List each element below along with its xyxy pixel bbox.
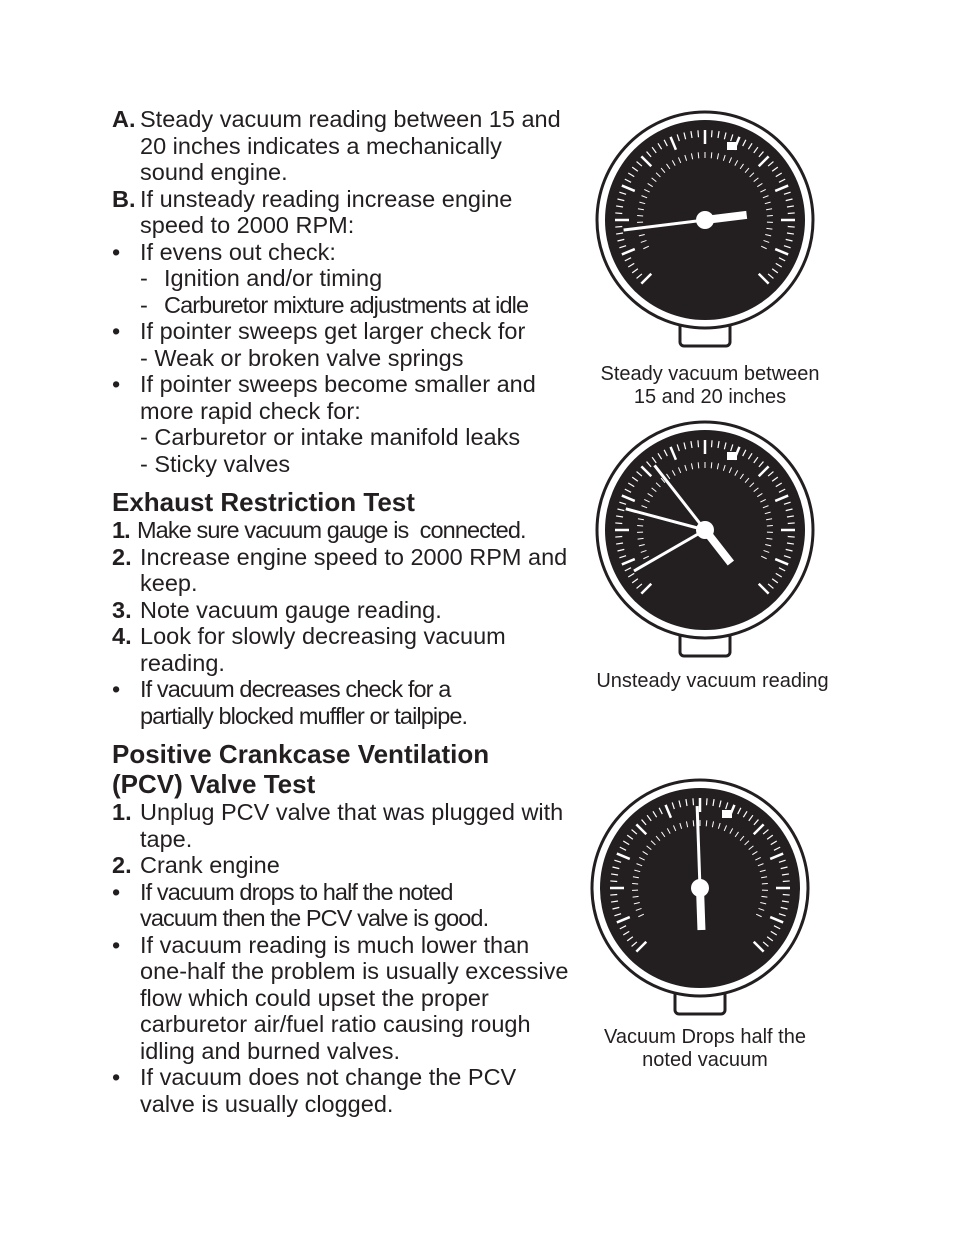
list-item — [112, 879, 572, 932]
gauge-tick — [712, 440, 713, 447]
gauge-tick — [615, 537, 622, 538]
list-item — [112, 544, 572, 597]
item-text: If vacuum does not change the PCV valve is usually clogged. — [140, 1064, 517, 1117]
vacuum-gauge-unsteady — [590, 418, 820, 668]
gauge-tick — [783, 881, 790, 882]
needle-hub — [696, 211, 714, 229]
list-item — [112, 517, 572, 544]
dash-marker: - — [140, 291, 147, 318]
caption-line: 15 and 20 inches — [633, 386, 787, 408]
gauge-tick — [712, 130, 713, 137]
list-item — [112, 799, 572, 852]
gauge-tick — [693, 820, 694, 826]
gauge-tick — [610, 881, 617, 882]
gauge-tick — [707, 798, 708, 805]
item-marker: 3. — [112, 596, 132, 623]
item-text: If vacuum reading is much lower than one-half the problem is usually excessive flow which could upset the proper carburetor air/fuel ratio causing rough idling and burned valves. — [140, 931, 569, 1064]
list-item — [112, 623, 572, 676]
item-text: If unsteady reading increase engine speed to 2000 RPM: — [140, 185, 513, 238]
gauge-tick — [615, 523, 622, 524]
gauge-tick — [698, 152, 699, 158]
list-item — [112, 318, 572, 345]
gauge-caption — [570, 670, 855, 693]
list-item — [112, 597, 572, 624]
item-text: If vacuum decreases check for a partially blocked muffler or tailpipe. — [140, 676, 468, 729]
item-marker: A. — [112, 106, 136, 132]
gauge-tick — [711, 462, 712, 468]
section-heading-line2: (PCV) Valve Test — [112, 769, 316, 799]
gauge-tick — [788, 213, 795, 214]
list-item — [112, 676, 572, 729]
bullet-marker: • — [112, 878, 120, 905]
item-text: Steady vacuum reading between 15 and 20 inches indicates a mechanically sound engine. — [140, 106, 561, 185]
gauge-tick — [788, 227, 795, 228]
section-heading: Exhaust Restriction Test — [112, 487, 415, 517]
item-text: - Carburetor or intake manifold leaks — [140, 424, 521, 450]
gauge-tick — [788, 537, 795, 538]
gauge-tick — [698, 440, 699, 447]
vacuum-gauge-drop — [585, 776, 815, 1026]
dash-marker: - — [140, 265, 148, 291]
item-text: If pointer sweeps become smaller and more rapid check for: — [140, 371, 536, 424]
gauge-tick — [711, 152, 712, 158]
item-text: If pointer sweeps get larger check for — [140, 318, 526, 344]
intro-list — [112, 106, 572, 477]
needle-hub — [696, 521, 714, 539]
bullet-marker: • — [112, 371, 121, 397]
item-text: - Sticky valves — [140, 450, 291, 477]
vacuum-gauge-steady — [590, 108, 820, 358]
item-marker: 4. — [112, 623, 132, 649]
exhaust-steps — [112, 517, 572, 729]
list-item — [112, 932, 572, 1065]
gauge-tick — [698, 130, 699, 137]
item-marker: 1. — [112, 517, 130, 543]
gauge-tick — [693, 798, 694, 805]
caption-line: Unsteady vacuum reading — [596, 670, 829, 692]
gauge-marker — [727, 452, 737, 460]
caption-line: Steady vacuum between — [600, 363, 820, 385]
list-item — [112, 292, 572, 319]
caption-line: noted vacuum — [642, 1049, 768, 1071]
list-item — [112, 106, 572, 186]
list-item — [112, 1064, 572, 1117]
bullet-marker: • — [112, 931, 121, 958]
item-marker: B. — [112, 185, 136, 212]
gauge-caption — [575, 1026, 835, 1072]
item-text: Crank engine — [140, 852, 280, 878]
gauge-marker — [727, 142, 737, 150]
item-text: Increase engine speed to 2000 RPM and keep. — [140, 543, 568, 596]
gauge-tick — [788, 523, 795, 524]
item-text: Ignition and/or timing — [164, 265, 383, 291]
caption-line: Vacuum Drops half the — [604, 1026, 806, 1048]
text-column — [112, 106, 572, 1117]
item-marker: 1. — [112, 799, 132, 825]
list-item — [112, 852, 572, 879]
item-text: If vacuum drops to half the noted vacuum then the PCV valve is good. — [140, 878, 489, 931]
gauge-tick — [706, 820, 707, 826]
gauge-tick — [615, 227, 622, 228]
bullet-marker: • — [112, 318, 121, 344]
list-item — [112, 239, 572, 266]
bullet-marker: • — [112, 676, 120, 702]
item-marker: 2. — [112, 852, 132, 878]
gauge-tick — [783, 895, 790, 896]
bullet-marker: • — [112, 238, 121, 265]
item-text: Make sure vacuum gauge is connected. — [137, 517, 526, 543]
list-item — [112, 371, 572, 424]
item-text: If evens out check: — [140, 238, 336, 265]
bullet-marker: • — [112, 1064, 121, 1090]
section-heading: Positive Crankcase Ventilation — [112, 739, 490, 769]
item-text: Carburetor mixture adjustments at idle — [164, 291, 529, 318]
item-marker: 2. — [112, 543, 132, 570]
gauge-tick — [610, 895, 617, 896]
gauge-tick — [698, 462, 699, 468]
item-text: Look for slowly decreasing vacuum reading. — [140, 623, 506, 676]
list-item — [112, 265, 572, 292]
item-text: - Weak or broken valve springs — [140, 344, 464, 371]
needle-hub — [691, 879, 709, 897]
list-item — [112, 186, 572, 239]
gauge-tick — [615, 213, 622, 214]
gauge-caption — [580, 363, 840, 409]
pcv-steps — [112, 799, 572, 1117]
item-text: Unplug PCV valve that was plugged with tape. — [140, 799, 564, 852]
item-text: Note vacuum gauge reading. — [140, 596, 442, 623]
gauge-marker — [722, 810, 732, 818]
